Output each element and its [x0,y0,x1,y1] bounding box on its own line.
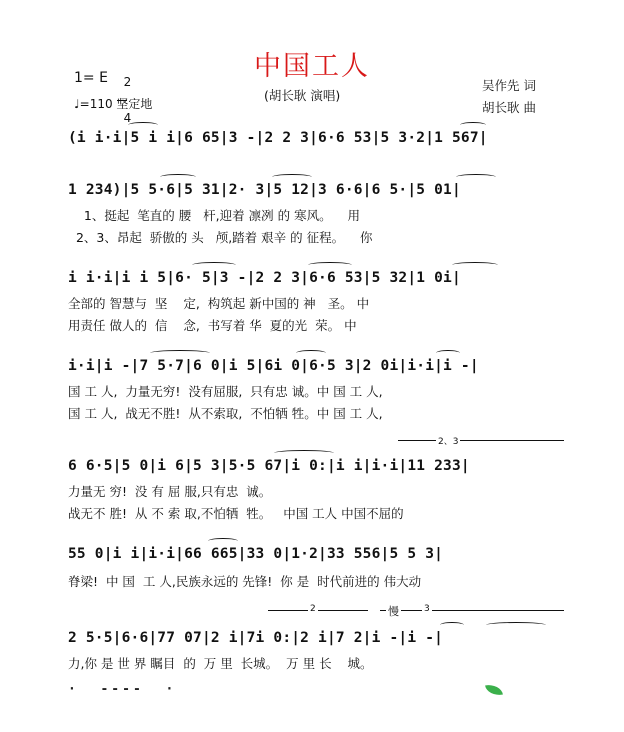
cut-off-notation-row: · ---- · [68,682,177,697]
tie-mark [192,262,236,268]
score-line-3-notes: i i·i|i i 5|6· 5|3 -|2 2 3|6·6 53|5 32|1 0i| [68,270,461,286]
score-line-6-lyric-1: 脊梁! 中 国 工 人,民族永远的 先锋! 你 是 时代前进的 伟大动 [68,574,422,589]
score-line-3-lyric-1: 全部的 智慧与 坚 定, 构筑起 新中国的 神 圣。 中 [68,296,370,311]
performer-credit: (胡长耿 演唱) [264,88,341,103]
tie-mark [456,174,496,180]
score-line-7-lyric-1: 力,你 是 世 界 瞩目 的 万 里 长城。 万 里 长 城。 [68,656,373,671]
tie-mark [308,262,352,268]
tie-mark [296,350,326,356]
tie-mark [272,174,312,180]
volta-bracket-2-3 [398,440,564,441]
score-line-2-lyric-1: 1、挺起 笔直的 腰 杆,迎着 凛冽 的 寒风。 用 [68,208,360,223]
composer-credit: 胡长耿 曲 [482,100,536,115]
tie-mark [440,622,464,628]
volta-bracket-3 [380,610,564,611]
key-signature: 1= E [74,70,108,86]
volta-label: 2、3 [436,434,460,447]
tempo-marking: ♩=110 坚定地 [74,97,153,111]
tie-mark [160,174,196,180]
volta-label-2: 2 [310,604,316,614]
score-line-4-lyric-1: 国 工 人, 力量无穷! 没有屈服, 只有忠 诚。中 国 工 人, [68,384,383,399]
score-line-5-notes: 6 6·5|5 0|i 6|5 3|5·5 67|i 0:|i i|i·i|11 233| [68,458,470,474]
score-line-4-lyric-2: 国 工 人, 战无不胜! 从不索取, 不怕牺 牲。中 国 工 人, [68,406,383,421]
lyricist-credit: 吴作先 词 [482,78,536,93]
tie-mark [460,122,486,128]
tie-mark [208,538,238,544]
score-line-3-lyric-2: 用责任 做人的 信 念, 书写着 华 夏的光 荣。 中 [68,318,357,333]
tie-mark [150,350,210,356]
score-line-1-notes: (i i·i|5 i i|6 65|3 -|2 2 3|6·6 53|5 3·2|1 567| [68,130,488,146]
leaf-decoration-icon [485,683,503,698]
time-bottom: 4 [123,111,132,125]
score-line-4-notes: i·i|i -|7 5·7|6 0|i 5|6i 0|6·5 3|2 0i|i·i|i -| [68,358,479,374]
tie-mark [274,450,334,456]
score-line-2-lyric-2: 2、3、昂起 骄傲的 头 颅,踏着 艰辛 的 征程。 你 [68,230,373,245]
tempo-slow-marking: 慢 [388,605,399,618]
score-line-5-lyric-1: 力量无 穷! 没 有 屈 服,只有忠 诚。 [68,484,272,499]
tie-mark [128,122,158,128]
score-line-2-notes: 1 234)|5 5·6|5 31|2· 3|5 12|3 6·6|6 5·|5 01| [68,182,461,198]
score-line-6-notes: 55 0|i i|i·i|66 665|33 0|1·2|33 556|5 5 3| [68,546,444,562]
score-line-5-lyric-2: 战无不 胜! 从 不 索 取,不怕牺 牲。 中国 工人 中国不屈的 [68,506,404,521]
volta-bracket-2 [268,610,368,611]
score-line-7-notes: 2 5·5|6·6|77 07|2 i|7i 0:|2 i|7 2|i -|i -| [68,630,444,646]
song-title: 中国工人 [254,51,370,82]
tie-mark [486,622,546,628]
tie-mark [452,262,498,268]
tie-mark [436,350,460,356]
volta-label-3: 3 [424,604,430,614]
time-top: 2 [123,75,132,89]
